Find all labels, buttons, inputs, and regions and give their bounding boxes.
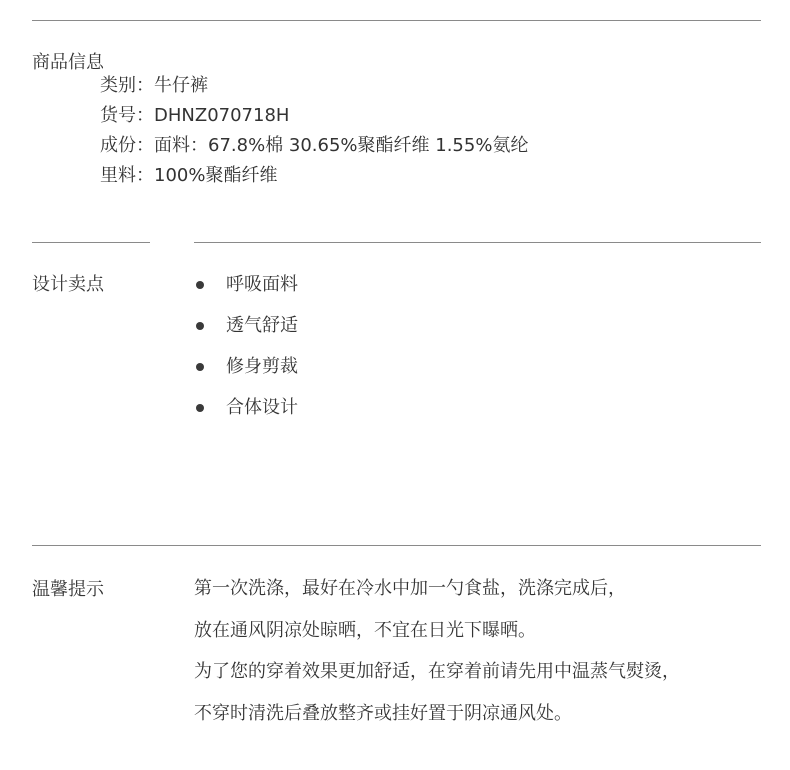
design-point-label: 合体设计 [226, 397, 298, 418]
design-heading: 设计卖点 [32, 274, 104, 295]
design-point-label: 修身剪裁 [226, 356, 298, 377]
tips-heading: 温馨提示 [32, 579, 104, 600]
top-divider [32, 20, 761, 21]
design-point-label: 呼吸面料 [226, 274, 298, 295]
tips-line: 第一次洗涤，最好在冷水中加一勺食盐，洗涤完成后， [194, 578, 626, 599]
lining-line: 里料：100%聚酯纤维 [100, 165, 278, 186]
bullet-dot [196, 322, 204, 330]
design-label-divider [32, 242, 150, 243]
design-content-divider [194, 242, 761, 243]
tips-line: 为了您的穿着效果更加舒适，在穿着前请先用中温蒸气熨烫， [194, 661, 680, 682]
tips-line: 不穿时清洗后叠放整齐或挂好置于阴凉通风处。 [194, 703, 572, 724]
bullet-dot [196, 281, 204, 289]
item-number-line: 货号：DHNZ070718H [100, 105, 290, 126]
composition-line: 成份：面料：67.8%棉 30.65%聚酯纤维 1.55%氨纶 [100, 135, 529, 156]
category-line: 类别：牛仔裤 [100, 75, 208, 96]
tips-line: 放在通风阴凉处晾晒，不宜在日光下曝晒。 [194, 620, 536, 641]
product-info-heading: 商品信息 [32, 52, 104, 73]
design-point-label: 透气舒适 [226, 315, 298, 336]
bullet-dot [196, 363, 204, 371]
tips-divider [32, 545, 761, 546]
bullet-dot [196, 404, 204, 412]
